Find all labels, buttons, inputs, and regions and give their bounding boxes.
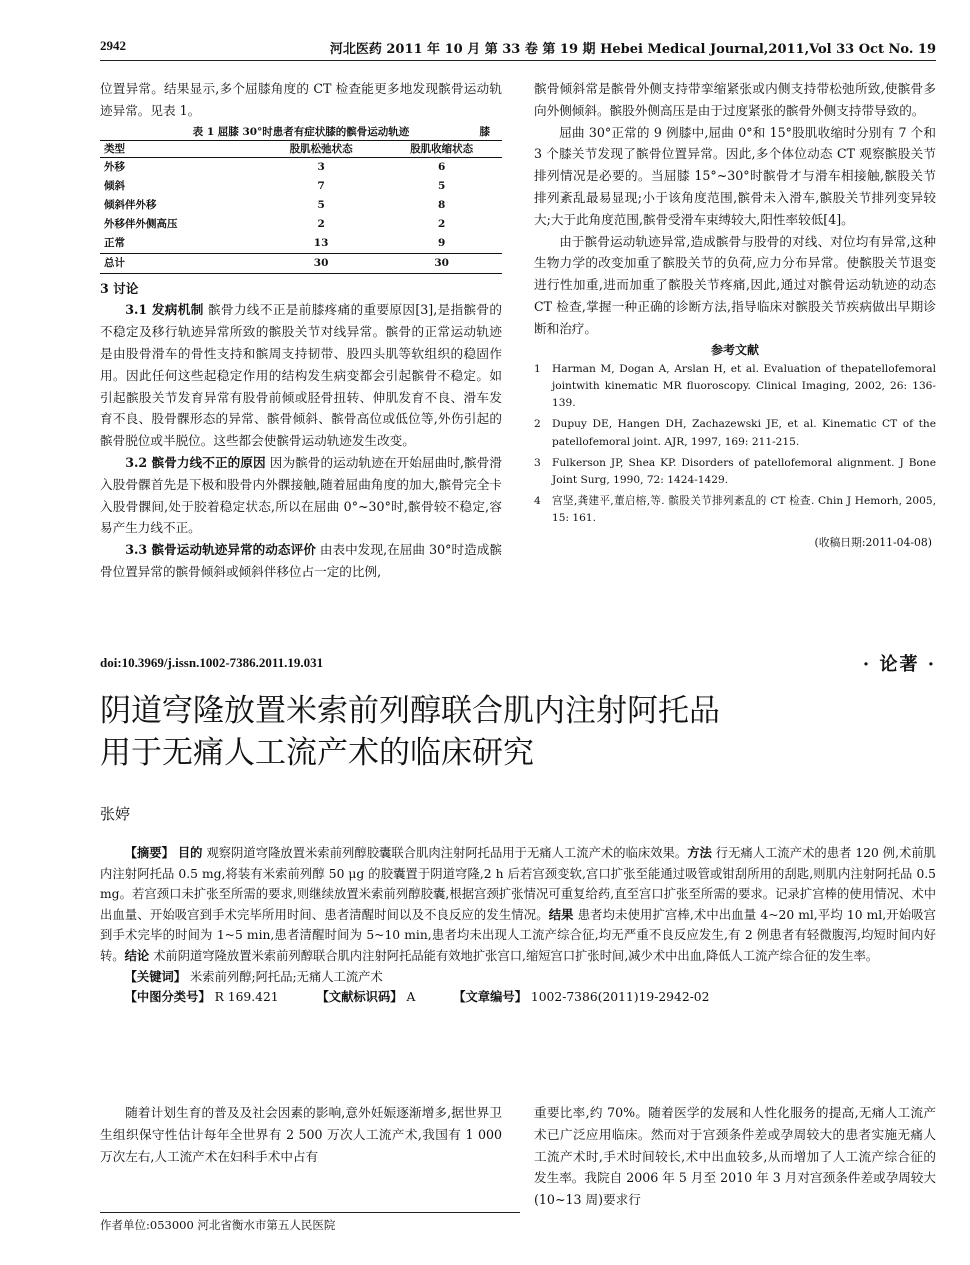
section-label: · 论著 · [862,654,936,675]
cell: 9 [438,236,446,249]
right-column [534,78,936,551]
references-title: 参考文献 [710,342,759,357]
intro-paragraph: 位置异常。结果显示,多个屈膝角度的 CT 检查能更多地发现髌骨运动轨迹异常。见表 1。 [100,81,502,118]
cell: 13 [313,236,329,249]
journal-info: 河北医药 2011 年 10 月 第 33 卷 第 19 期 Hebei Medical Journal,2011,Vol 33 Oct No. 19 [329,42,936,57]
reference-item: 1 Harman M, Dogan A, Arslan H, et al. Evaluation of thepatellofemoral jointwith kinematic MR fluoroscopy. Clinical Imaging, 2002, 26: 136-139. [534,362,936,410]
paragraph: 屈曲 30°正常的 9 例膝中,屈曲 0°和 15°股肌收缩时分别有 7 个和 3 个膝关节发现了髌骨位置异常。因此,多个体位动态 CT 观察髌股关节排列情况是必要的。当屈膝 15°~30°时髌骨才与滑车相接触,髌股关节排列紊乱最易显现;小于该角度范围,髌骨未入滑车,髌股关节排列变异较大;大于此角度范围,髌骨受滑车束缚较大,阳性率较低[4]。 [534,124,936,227]
cell: 2 [317,217,325,230]
table-row [100,177,502,196]
col-header: 类型 [100,140,261,157]
cell: 5 [317,198,325,211]
abstract-body: 【摘要】 目的 观察阴道穹隆放置米索前列醇胶囊联合肌肉注射阿托品用于无痛人工流产术的临床效果。方法 行无痛人工流产术的患者 120 例,术前肌内注射阿托品 0.5 mg,将装有米索前列醇 50 μg 的胶囊置于阴道穹隆,2 h 后若宫颈变软,宫口扩张至能通过吸管或钳刮所用的刮匙,则肌内注射阿托品 0.5 mg。若宫颈口未扩张至所需的要求,则继续放置米索前列醇胶囊,根据宫颈扩张情况可重复给药,直至宫口扩张至所需的要求。记录扩宫棒的使用情况、术中出血量、开始吸宫到手术完毕所用时间、患者清醒时间以及不良反应的发生情况。结果 患者均未使用扩宫棒,术中出血量 4~20 ml,平均 10 ml,开始吸宫到手术完毕的时间为 1~5 min,患者清醒时间为 5~10 min,患者均未出现人工流产综合征,均无严重不良反应发生,有 2 例患者有轻微腹泻,均短时间内好转。结论 术前阴道穹隆放置米索前列醇联合肌内注射阿托品能有效地扩张宫口,缩短宫口扩张时间,减少术中出血,降低人工流产综合征的发生率。 [100,845,936,963]
cell: 7 [317,179,325,192]
table-caption: 表 1 屈膝 30°时患者有症状膝的髌骨运动轨迹 膝 [192,125,490,138]
title-line: 用于无痛人工流产术的临床研究 [100,735,534,771]
table-total-row [100,253,502,273]
table-row [100,215,502,234]
table-row [100,157,502,177]
cell: 2 [438,217,446,230]
data-table [100,140,502,274]
reference-item: 3 Fulkerson JP, Shea KP. Disorders of patellofemoral alignment. J Bone Joint Surg, 1990, 72: 1424-1429. [534,456,936,486]
cell: 8 [438,198,446,211]
article-title [100,690,936,774]
cell: 3 [317,160,325,173]
cell: 倾斜 [104,179,125,192]
author-affiliation: 作者单位:053000 河北省衡水市第五人民医院 [100,1212,520,1233]
body-paragraph-left: 随着计划生育的普及及社会因素的影响,意外妊娠逐渐增多,据世界卫生组织保守性估计每年全世界有 2 500 万次人工流产术,我国有 1 000 万次左右,人工流产术在妇科手术中占有 [100,1105,502,1164]
paragraph-continued: 髌骨倾斜常是髌骨外侧支持带挛缩紧张或内侧支持带松弛所致,使髌骨多向外侧倾斜。髌股外侧高压是由于过度紧张的髌骨外侧支持带导致的。 [534,81,936,118]
table-header-row [100,140,502,157]
paragraph: 由于髌骨运动轨迹异常,造成髌骨与股骨的对线、对位均有异常,这种生物力学的改变加重了髌股关节的负荷,应力分布异常。使髌股关节退变进行性加重,进而加重了髌股关节疼痛,因此,通过对髌骨运动轨迹的动态 CT 检查,掌握一种正确的诊断方法,指导临床对髌股关节疾病做出早期诊断和治疗。 [534,233,936,336]
page-number: 2942 [100,38,126,53]
cell: 正常 [104,236,125,249]
table-row [100,196,502,215]
reference-item: 2 Dupuy DE, Hangen DH, Zachazewski JE, et al. Kinematic CT of the patellofemoral joint. AJR, 1997, 169: 211-215. [534,418,936,448]
abstract [100,843,936,1008]
cell: 外移 [104,160,125,173]
keywords: 【关键词】 米索前列醇;阿托品;无痛人工流产术 [124,968,383,984]
running-header [100,38,936,61]
doi: doi:10.3969/j.issn.1002-7386.2011.19.031 [100,655,324,670]
reference-item: 4 宫坚,龚建平,董启榕,等. 髌股关节排列紊乱的 CT 检查. Chin J Hemorh, 2005, 15: 161. [534,495,936,525]
col-header: 股肌收缩状态 [381,140,502,157]
left-column [100,78,502,583]
cell: 5 [438,179,446,192]
col-header: 股肌松弛状态 [261,140,382,157]
body-paragraph-right: 重要比率,约 70%。随着医学的发展和人性化服务的提高,无痛人工流产术已广泛应用临床。然而对于宫颈条件差或孕周较大的患者实施无痛人工流产术时,手术时间较长,术中出血较多,从而增加了人工流产综合征的发生率。我院自 2006 年 5 月至 2010 年 3 月对宫颈条件差或孕周较大(10~13 周)要求行 [534,1105,936,1208]
table-1 [100,124,502,274]
cell: 外移伴外侧高压 [104,217,178,230]
cell: 倾斜伴外移 [104,198,157,211]
table-row [100,234,502,254]
cell: 6 [438,160,446,173]
received-date: (收稿日期:2011-04-08) [814,535,932,549]
cell: 30 [261,253,382,273]
paragraph-3-2: 3.2 髌骨力线不正的原因 因为髌骨的运动轨迹在开始屈曲时,髌骨滑入股骨髁首先是下极和股骨内外髁接触,随着屈曲角度的加大,髌骨完全卡入股骨髁间,处于胶着稳定状态,所以在屈曲 0°~30°时,髌骨较不稳定,容易产生力线不正。 [100,454,502,536]
section-heading-discussion: 3 讨论 [100,280,139,296]
title-line: 阴道穹隆放置米索前列醇联合肌内注射阿托品 [100,693,720,729]
cell: 30 [381,253,502,273]
classification: 【中图分类号】 R 169.421 【文献标识码】 A 【文章编号】 1002-7386(2011)19-2942-02 [124,989,710,1005]
author: 张婷 [100,805,131,823]
references [534,342,936,551]
paragraph-3-3: 3.3 髌骨运动轨迹异常的动态评价 由表中发现,在屈曲 30°时造成髌骨位置异常的髌骨倾斜或倾斜伴移位占一定的比例, [100,542,502,579]
paragraph-3-1: 3.1 发病机制 髌骨力线不正是前膝疼痛的重要原因[3],是指髌骨的不稳定及移行轨迹异常所致的髌股关节对线异常。髌骨的正常运动轨迹是由股骨滑车的骨性支持和髌周支持韧带、股四头肌等软组织的稳固作用。因此任何这些起稳定作用的结构发生病变都会引起髌骨不稳定。如引起髌股关节发育异常有股骨前倾或胫骨扭转、伸肌发育不良、滑车发育不良、股骨髁形态的异常、髌骨倾斜、髌骨高位或低位等,外伤引起的髌骨脱位或半脱位。这些都会使髌骨运动轨迹发生改变。 [100,302,502,449]
cell: 总计 [100,253,261,273]
